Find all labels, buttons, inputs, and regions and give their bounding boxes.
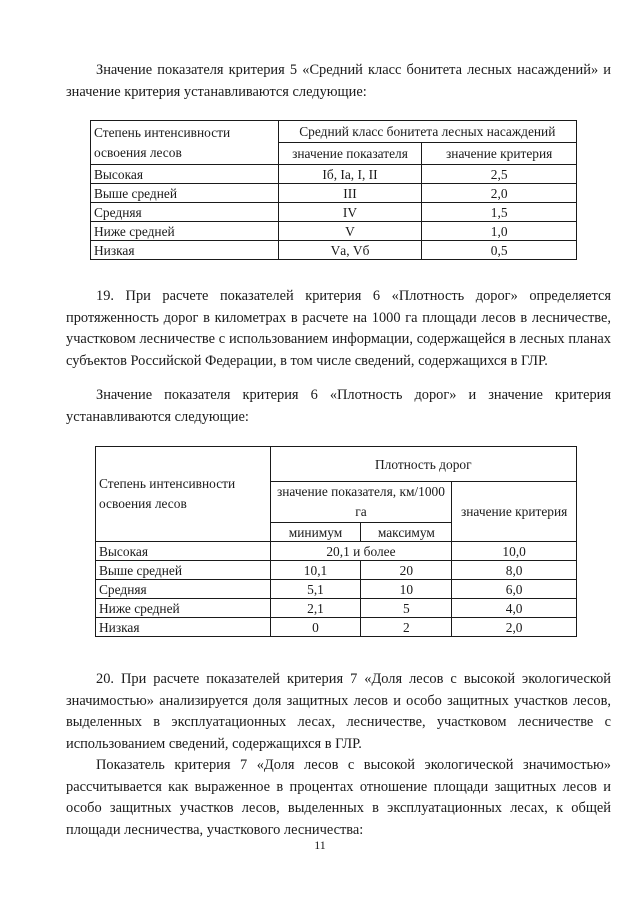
table1-header-intensity: Степень интенсивности освоения лесов [91,121,279,165]
paragraph-criterion-7: Показатель критерия 7 «Доля лесов с высокой экологической значимостью» рассчитывается как выраженное в процентах отношение площади защитных лесов и особо защитных участков лесов, выделенных в эксплуатационных лесах, к общей площади лесничества, участкового лесничества: [66,757,611,838]
table-row [96,618,577,637]
table1-cell-criterion: 0,5 [422,241,577,260]
paragraph-criterion-5-intro: Значение показателя критерия 5 «Средний класс бонитета лесных насаждений» и значение критерия устанавливаются следующие: [66,62,611,100]
table2-cell-min: 10,1 [270,561,361,580]
table2-cell-max: 20 [361,561,452,580]
table1-cell-level: Средняя [91,203,279,222]
paragraph-criterion-6-intro: Значение показателя критерия 6 «Плотность дорог» и значение критерия устанавливаются следующие: [66,387,611,425]
table2-cell-min: 5,1 [270,580,361,599]
table2-cell-level: Выше средней [96,561,271,580]
table-row [91,241,577,260]
table-row [96,542,577,561]
paragraph-19: 19. При расчете показателей критерия 6 «Плотность дорог» определяется протяженность дорог в километрах в расчете на 1000 га площади лесов в лесничестве, участковом лесничестве с использованием информации, содержащейся в лесных планах субъектов Российской Федерации, в том числе сведений, содержащихся в ГЛР. [66,288,611,369]
table2-cell-indicator-range: 20,1 и более [270,542,452,561]
table2-cell-max: 10 [361,580,452,599]
table2-cell-min: 2,1 [270,599,361,618]
table2-header-min: минимум [270,523,361,542]
table1-cell-indicator: Vа, Vб [278,241,422,260]
table1-cell-criterion: 2,0 [422,184,577,203]
table2-cell-max: 2 [361,618,452,637]
page-number: 11 [314,838,326,852]
table2-cell-level: Ниже средней [96,599,271,618]
table1-cell-indicator: Iб, Iа, I, II [278,165,422,184]
table1-header-group: Средний класс бонитета лесных насаждений [278,121,576,143]
table2-cell-max: 5 [361,599,452,618]
paragraph-20: 20. При расчете показателей критерия 7 «Доля лесов с высокой экологической значимостью» анализируется доля защитных лесов и особо защитных участков лесов, выделенных в эксплуатационных лесах, лесничестве, участковом лесничестве с использованием сведений, содержащихся в ГЛР. [66,671,611,752]
table2-cell-criterion: 6,0 [452,580,577,599]
table-row [91,222,577,241]
table1-cell-indicator: V [278,222,422,241]
table-row [96,599,577,618]
table2-header-group: Плотность дорог [270,447,576,482]
table1-header-criterion: значение критерия [422,143,577,165]
table2-cell-criterion: 8,0 [452,561,577,580]
table2-header-criterion: значение критерия [452,482,577,542]
table2-cell-min: 0 [270,618,361,637]
table1-cell-level: Низкая [91,241,279,260]
table-row [91,165,577,184]
table2-header-intensity: Степень интенсивности освоения лесов [96,447,271,542]
table-criterion-5 [90,120,577,260]
table1-cell-criterion: 1,0 [422,222,577,241]
table1-header-indicator: значение показателя [278,143,422,165]
table2-header-max: максимум [361,523,452,542]
table-row [96,580,577,599]
table2-header-indicator: значение показателя, км/1000 га [270,482,452,523]
table1-cell-indicator: IV [278,203,422,222]
table-row [91,184,577,203]
table2-cell-level: Средняя [96,580,271,599]
table2-cell-criterion: 10,0 [452,542,577,561]
table2-cell-criterion: 4,0 [452,599,577,618]
table1-cell-criterion: 2,5 [422,165,577,184]
table1-cell-level: Выше средней [91,184,279,203]
table1-cell-level: Ниже средней [91,222,279,241]
table2-cell-level: Высокая [96,542,271,561]
table2-cell-criterion: 2,0 [452,618,577,637]
table2-cell-level: Низкая [96,618,271,637]
table1-cell-indicator: III [278,184,422,203]
table1-cell-criterion: 1,5 [422,203,577,222]
table-row [96,561,577,580]
table-criterion-6 [95,446,577,637]
table-row [91,203,577,222]
table1-cell-level: Высокая [91,165,279,184]
